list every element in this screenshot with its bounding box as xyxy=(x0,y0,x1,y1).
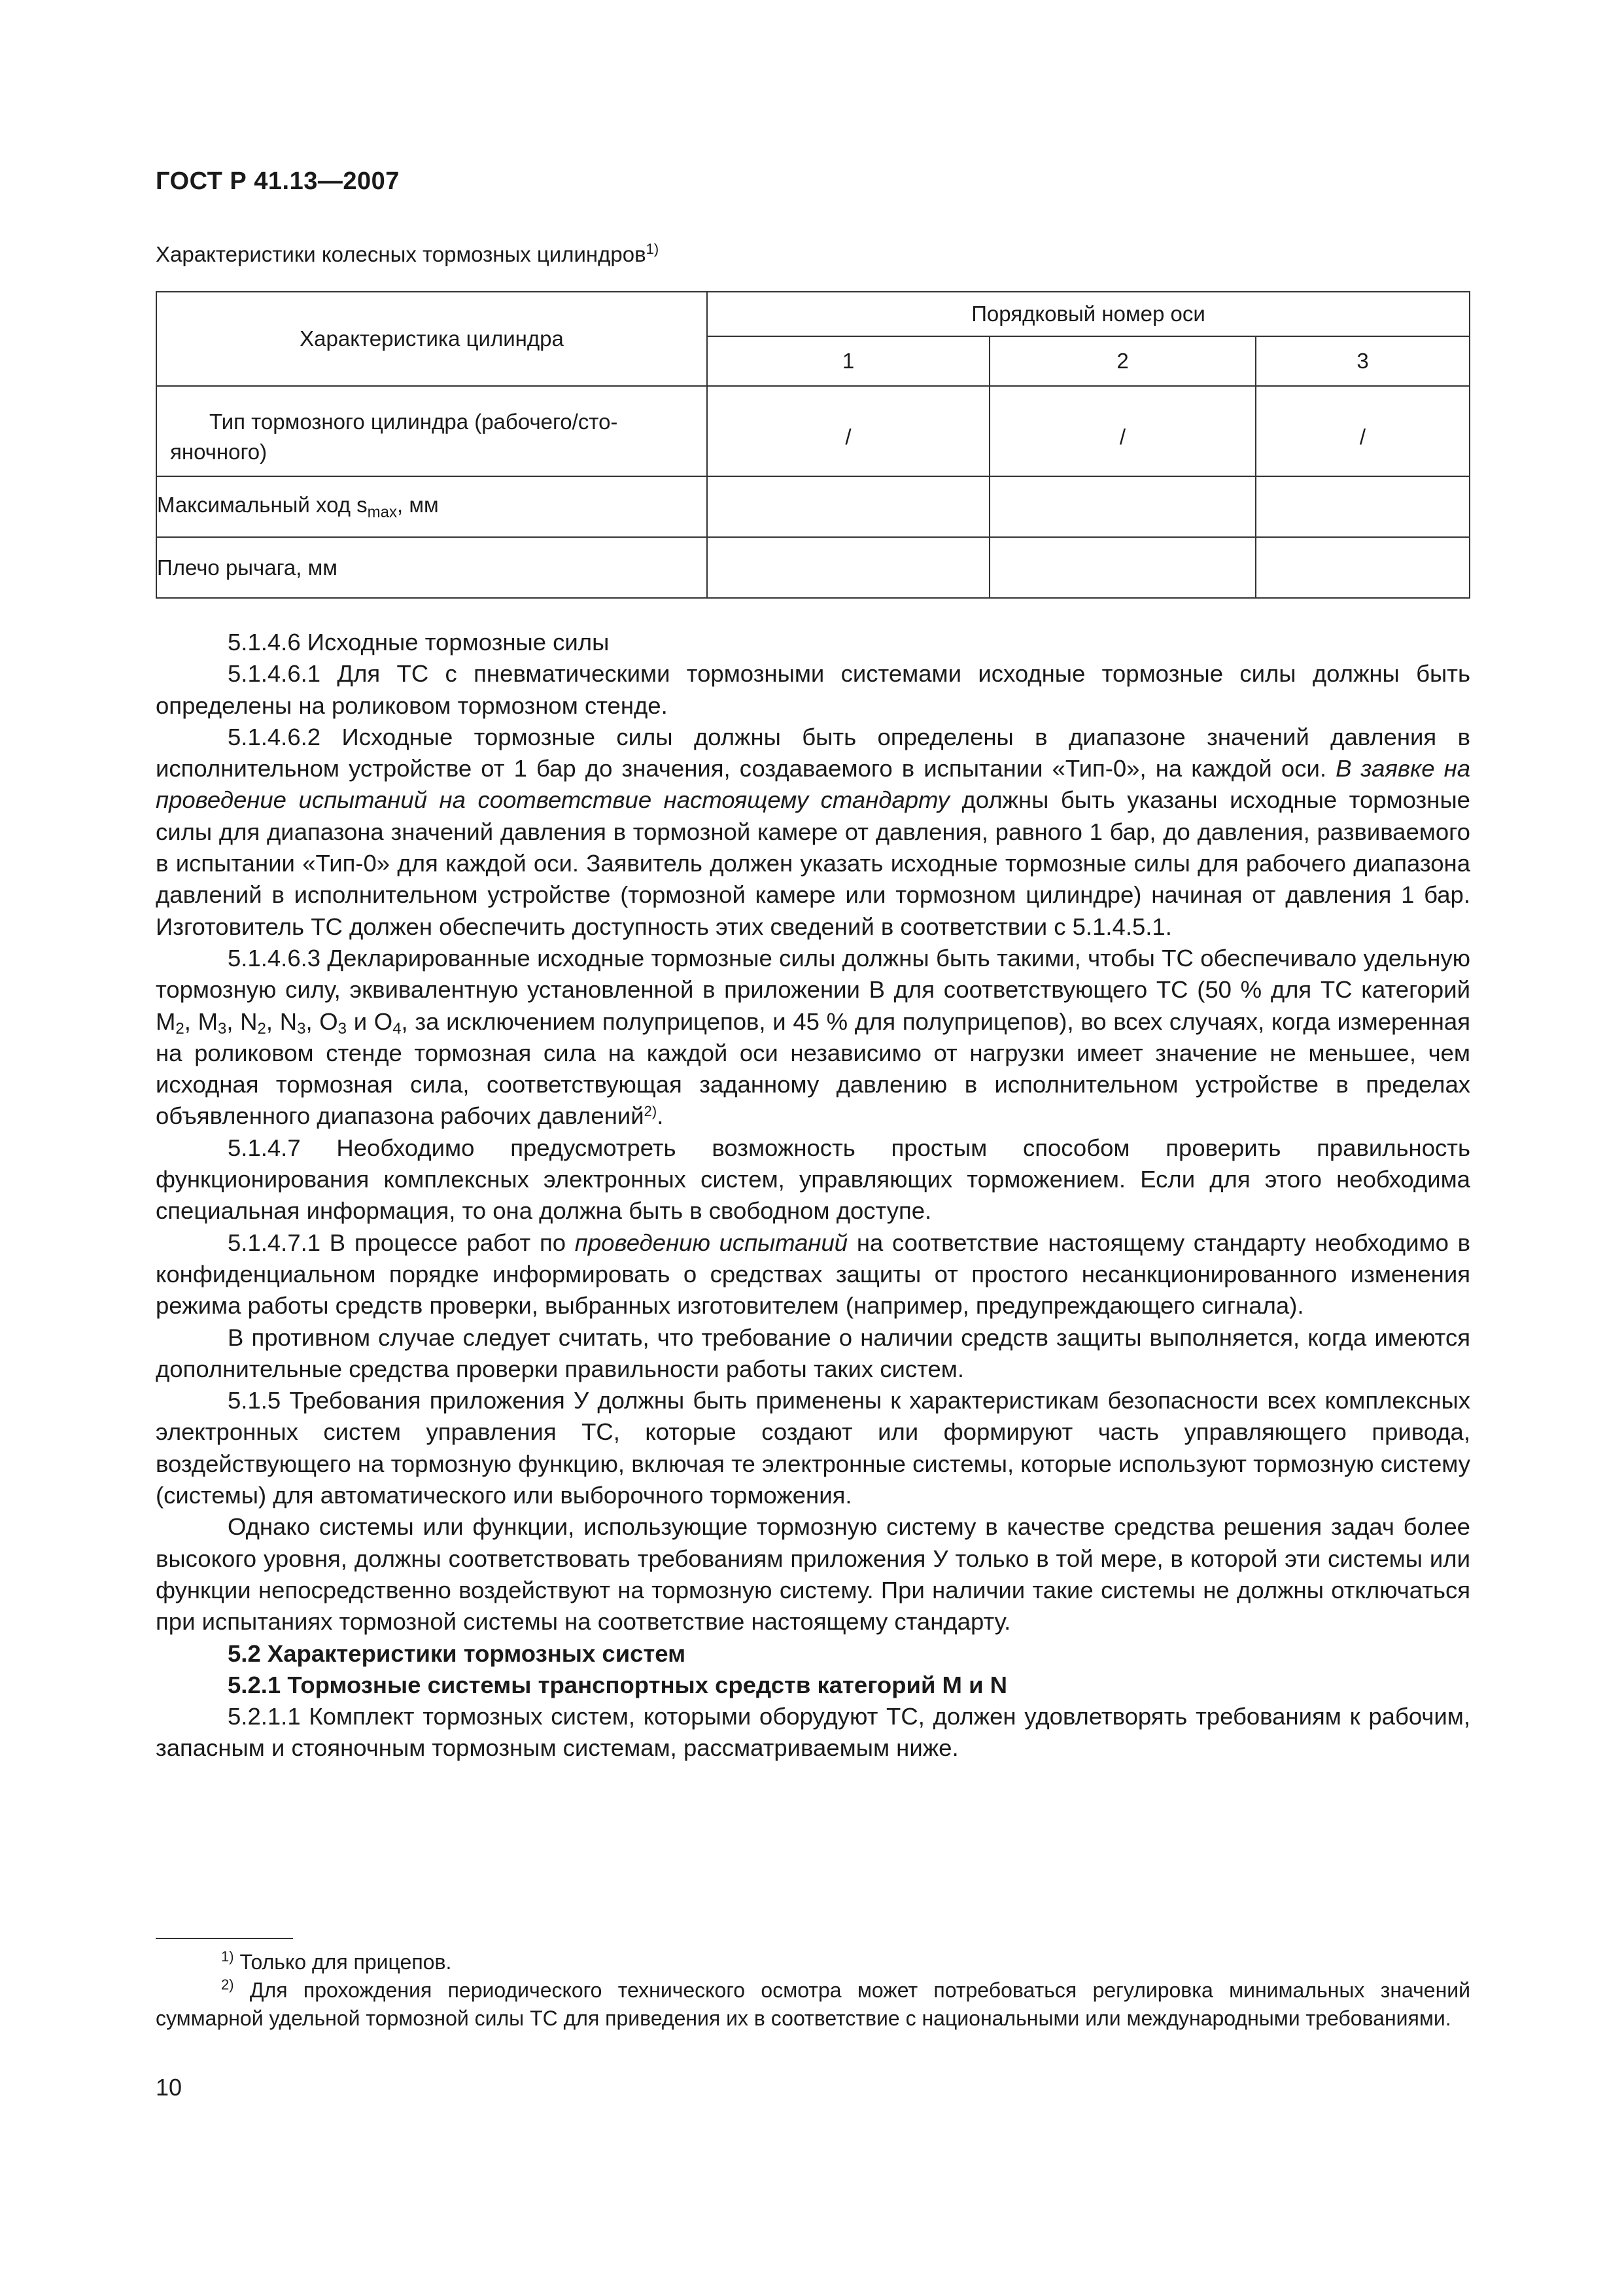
table-row xyxy=(156,476,1470,537)
paragraph-5-1-4-6-3: 5.1.4.6.3 Декларированные исходные тормозные силы должны быть такими, чтобы ТС обеспечивало удельную тормозную силу, эквивалентную установленной в приложении В для соответствующего ТС (50 % для ТС категорий $М_2$, $М_3$, $N_2$, $N_3$, $O_3$ и $O_4$, за исключением полуприцепов, и 45 % для полуприцепов), во всех случаях, когда измеренная на роликовом стенде тормозная сила на каждой оси независимо от нагрузки имеет значение не меньшее, чем исходная тормозная сила, соответствующая заданному давлению в исполнительном устройстве в пределах объявленного диапазона рабочих давлений$^{2)}$. xyxy=(156,944,1470,1130)
paragraph-5-1-5: 5.1.5 Требования приложения У должны быть применены к характеристикам безопасности всех комплексных электронных систем управления ТС, которые создают или формируют часть управляющего привода, воздействующего на тормозную функцию, включая те электронные системы, которые используют тормозную систему (системы) для автоматического или выборочного торможения. xyxy=(156,1387,1470,1509)
table-row xyxy=(156,386,1470,476)
footnotes xyxy=(156,1948,1470,2033)
page-number: 10 xyxy=(156,2074,182,2101)
cell-axle-1: / xyxy=(707,386,990,476)
paragraph-however: Однако системы или функции, использующие тормозную систему в качестве средства решения задач более высокого уровня, должны соответствовать требованиям приложения У только в той мере, в которой эти системы или функции непосредственно воздействуют на тормозную систему. При наличии такие системы не должны отключаться при испытаниях тормозной системы на соответствие настоящему стандарту. xyxy=(156,1513,1470,1636)
cell-axle-3 xyxy=(1256,537,1470,598)
paragraph-otherwise: В противном случае следует считать, что требование о наличии средств защиты выполняется, когда имеются дополнительные средства проверки правильности работы таких систем. xyxy=(156,1323,1470,1382)
footnote-ref-2: 2) xyxy=(644,1103,657,1120)
cell-axle-2: / xyxy=(990,386,1256,476)
footnote-1: $^{1)}$ Только для прицепов. xyxy=(221,1948,452,1974)
header-axle-2: 2 xyxy=(990,336,1256,386)
section-heading-5-2-1: 5.2.1 Тормозные системы транспортных средств категорий М и N xyxy=(228,1671,1008,1698)
header-cylinder-characteristic: Характеристика цилиндра xyxy=(156,292,707,386)
cell-axle-2 xyxy=(990,537,1256,598)
cell-axle-2 xyxy=(990,476,1256,537)
footnote-ref-1: 1) xyxy=(646,241,659,257)
cell-axle-3: / xyxy=(1256,386,1470,476)
table-caption-text: Характеристики колесных тормозных цилиндров xyxy=(156,242,646,266)
paragraph-5-1-4-6-1: 5.1.4.6.1 Для ТС с пневматическими тормозными системами исходные тормозные силы должны быть определены на роликовом тормозном стенде. xyxy=(156,660,1470,719)
row-label-max-stroke: Максимальный ход $s_{max}$, мм xyxy=(156,476,707,537)
table-caption xyxy=(156,242,659,267)
paragraph-5-1-4-6: 5.1.4.6 Исходные тормозные силы xyxy=(228,629,610,656)
paragraph-5-1-4-7-1: 5.1.4.7.1 В процессе работ по проведению испытаний на соответствие настоящему стандарту необходимо в конфиденциальном порядке информировать о средствах защиты от простого несанкционированного изменения режима работы средств проверки, выбранных изготовителем (например, предупреждающего сигнала). xyxy=(156,1229,1470,1320)
section-heading-5-2: 5.2 Характеристики тормозных систем xyxy=(228,1639,686,1667)
header-axle-1: 1 xyxy=(707,336,990,386)
footnote-2: $^{2)}$ Для прохождения периодического технического осмотра может потребоваться регулировка минимальных значений суммарной удельной тормозной силы ТС для приведения их в соответствие с национальными или международными требованиями. xyxy=(156,1976,1470,2030)
paragraph-5-1-4-6-2: 5.1.4.6.2 Исходные тормозные силы должны быть определены в диапазоне значений давления в исполнительном устройстве от 1 бар до значения, создаваемого в испытании «Тип-0», на каждой оси. В заявке на проведение испытаний на соответствие настоящему стандарту должны быть указаны исходные тормозные силы для диапазона значений давления в тормозной камере от давления, равного 1 бар, до давления, развиваемого в испытании «Тип-0» для каждой оси. Заявитель должен указать исходные тормозные силы для рабочего диапазона давлений в исполнительном устройстве (тормозной камере или тормозном цилиндре) начиная от давления 1 бар. Изготовитель ТС должен обеспечить доступность этих сведений в соответствии с 5.1.4.5.1. xyxy=(156,723,1470,940)
row-label-lever-arm: Плечо рычага, мм xyxy=(156,537,707,598)
body-text xyxy=(156,627,1470,1764)
paragraph-5-2-1-1: 5.2.1.1 Комплект тормозных систем, которыми оборудуют ТС, должен удовлетворять требованиям к рабочим, запасным и стояночным тормозным системам, рассматриваемым ниже. xyxy=(156,1703,1470,1762)
paragraph-5-1-4-7: 5.1.4.7 Необходимо предусмотреть возможность простым способом проверить правильность функционирования комплексных электронных систем, управляющих торможением. Если для этого необходима специальная информация, то она должна быть в свободном доступе. xyxy=(156,1134,1470,1225)
cell-axle-3 xyxy=(1256,476,1470,537)
cell-axle-1 xyxy=(707,476,990,537)
footnote-divider xyxy=(156,1938,293,1939)
cell-axle-1 xyxy=(707,537,990,598)
header-axle-3: 3 xyxy=(1256,336,1470,386)
cylinder-characteristics-table xyxy=(156,291,1470,599)
document-header: ГОСТ Р 41.13—2007 xyxy=(156,167,400,195)
header-axle-number: Порядковый номер оси xyxy=(707,292,1470,336)
table-row xyxy=(156,537,1470,598)
row-label-cylinder-type: Тип тормозного цилиндра (рабочего/сто-яночного) xyxy=(156,386,707,476)
